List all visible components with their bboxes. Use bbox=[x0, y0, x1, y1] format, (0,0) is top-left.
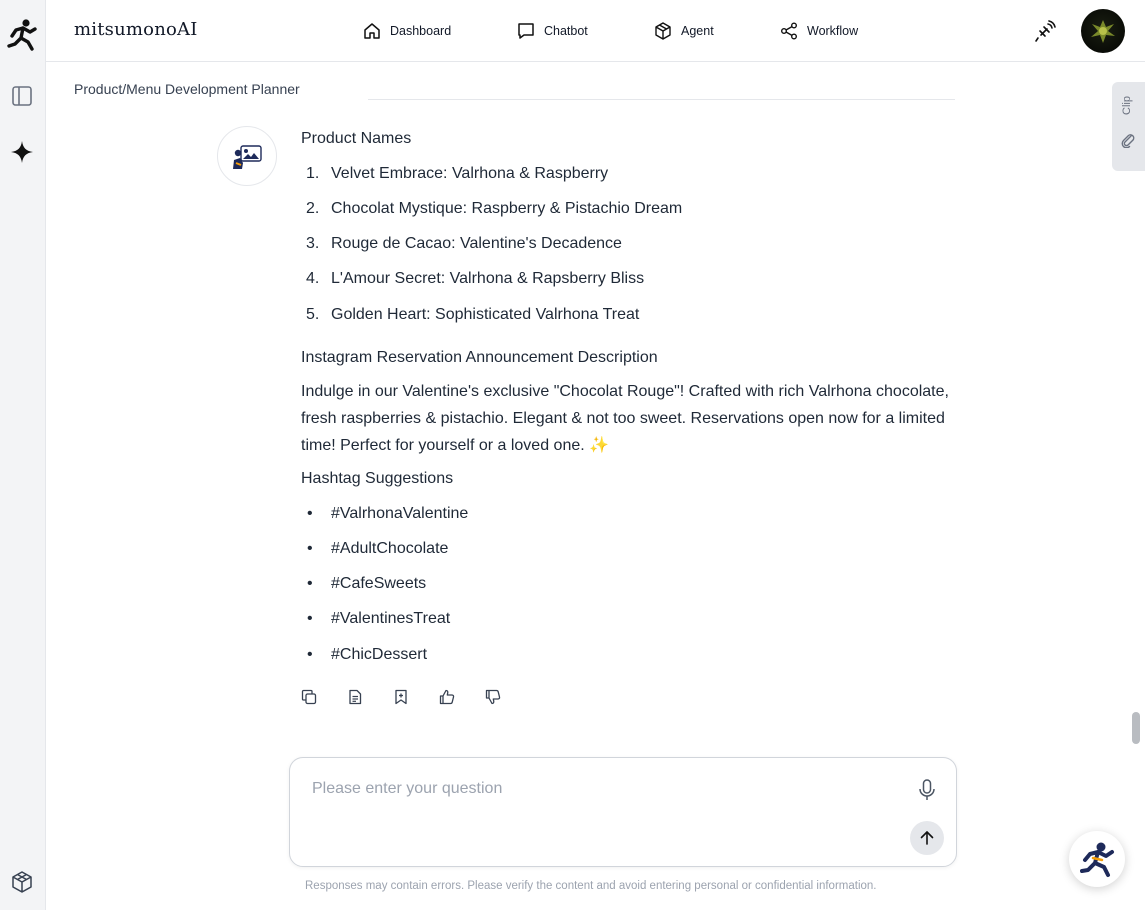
list-item: • #AdultChocolate bbox=[301, 538, 957, 560]
copy-icon[interactable] bbox=[301, 689, 317, 705]
nav-label: Workflow bbox=[807, 24, 859, 38]
list-item: 3. Rouge de Cacao: Valentine's Decadence bbox=[306, 235, 622, 252]
assistant-message bbox=[301, 128, 957, 666]
hashtag-list bbox=[301, 503, 957, 666]
assistant-fab-button[interactable] bbox=[1069, 831, 1125, 887]
nav-dashboard[interactable] bbox=[362, 20, 451, 42]
brand-name[interactable]: mitsumonoAI bbox=[74, 19, 198, 40]
clip-tab-label: Clip bbox=[1121, 96, 1133, 115]
list-item: 2. Chocolat Mystique: Raspberry & Pistachio Dream bbox=[306, 200, 683, 217]
scrollbar-track[interactable] bbox=[1129, 62, 1145, 910]
document-icon[interactable] bbox=[347, 689, 363, 705]
list-item: 4. L'Amour Secret: Valrhona & Rapsberry Bliss bbox=[306, 270, 645, 287]
cube-network-icon[interactable] bbox=[9, 869, 35, 895]
list-item: 5. Golden Heart: Sophisticated Valrhona Treat bbox=[306, 306, 640, 323]
list-item: • #ValentinesTreat bbox=[301, 608, 957, 630]
bookmark-add-icon[interactable] bbox=[393, 689, 409, 705]
left-rail bbox=[0, 0, 46, 910]
hashtag-heading: Hashtag Suggestions bbox=[301, 470, 454, 487]
chat-bubble-icon bbox=[516, 21, 536, 41]
runner-logo-icon[interactable] bbox=[6, 18, 38, 52]
ninja-mascot-icon bbox=[1077, 839, 1117, 879]
nav-workflow[interactable] bbox=[779, 20, 858, 42]
nav-label: Chatbot bbox=[544, 24, 588, 38]
list-item: 1. Velvet Embrace: Valrhona & Raspberry bbox=[306, 165, 609, 182]
question-input-box bbox=[289, 757, 957, 867]
sidebar-toggle-icon[interactable] bbox=[9, 83, 35, 109]
nav-chatbot[interactable] bbox=[516, 20, 588, 42]
breadcrumb[interactable]: Product/Menu Development Planner bbox=[74, 81, 300, 97]
send-button[interactable] bbox=[910, 821, 944, 855]
instagram-description: Indulge in our Valentine's exclusive "Chocolat Rouge"! Crafted with rich Valrhona chocolate, fresh raspberries & pistachio. Elegant & not too sweet. Reservations open now for a limited time! Perfect for yourself or a loved one. ✨ bbox=[301, 383, 949, 454]
thumbs-down-icon[interactable] bbox=[485, 689, 501, 705]
arrow-up-icon bbox=[918, 829, 936, 847]
cube-icon bbox=[653, 21, 673, 41]
list-item: • #ChicDessert bbox=[301, 644, 957, 666]
nav-agent[interactable] bbox=[653, 20, 714, 42]
message-actions bbox=[301, 689, 501, 705]
top-navbar bbox=[46, 0, 1145, 62]
home-icon bbox=[362, 21, 382, 41]
user-avatar[interactable] bbox=[1081, 9, 1125, 53]
scrollbar-thumb[interactable] bbox=[1132, 712, 1140, 744]
nav-label: Agent bbox=[681, 24, 714, 38]
disclaimer-text: Responses may contain errors. Please verify the content and avoid entering personal or confidential information. bbox=[305, 880, 877, 892]
nav-label: Dashboard bbox=[390, 24, 452, 38]
share-nodes-icon bbox=[779, 21, 799, 41]
divider bbox=[368, 99, 955, 100]
product-names-list bbox=[301, 163, 957, 326]
question-input[interactable] bbox=[312, 780, 892, 820]
product-names-heading: Product Names bbox=[301, 130, 412, 147]
instagram-heading: Instagram Reservation Announcement Description bbox=[301, 349, 658, 366]
list-item: • #CafeSweets bbox=[301, 573, 957, 595]
thumbs-up-icon[interactable] bbox=[439, 689, 455, 705]
signal-broadcast-icon[interactable] bbox=[1032, 18, 1058, 44]
sparkle-icon[interactable] bbox=[9, 139, 35, 165]
microphone-icon[interactable] bbox=[916, 778, 938, 802]
list-item: • #ValrhonaValentine bbox=[301, 503, 957, 525]
bot-avatar bbox=[217, 126, 277, 186]
